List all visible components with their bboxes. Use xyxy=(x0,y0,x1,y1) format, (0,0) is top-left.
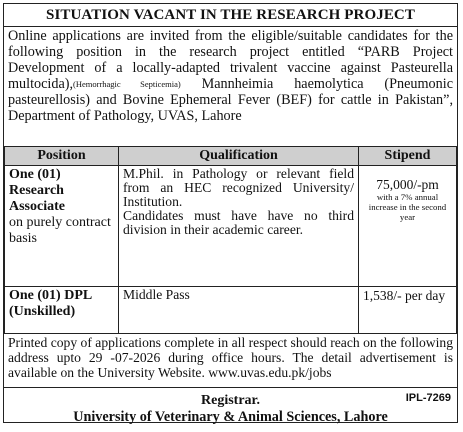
signature-block xyxy=(4,388,457,432)
qualification-text: Middle Pass xyxy=(123,287,190,302)
header-position: Position xyxy=(5,147,119,166)
position-note: on purely contract basis xyxy=(9,215,111,246)
intro-text-2: Mannheimia haemolytica (Pneumonic pasteurellosis) and Bovine Ephemeral Fever (BEF) for cattle in Pakistan”, Department of Pathology, UVAS, Lahore xyxy=(8,76,453,124)
footer-paragraph: Printed copy of applications complete in all respect should reach on the following address upto 29 -07-2026 during office hours. The detail advertisement is available on the University Website. www.uvas.edu.pk/jobs xyxy=(4,334,457,388)
stipend-cell: 1,538/- per day xyxy=(359,287,457,334)
stipend-amount: 75,000/-pm xyxy=(376,177,439,192)
ad-title: SITUATION VACANT IN THE RESEARCH PROJECT xyxy=(4,4,457,27)
intro-text-1: Online applications are invited from the eligible/suitable candidates for the following position in the research project entitled “PARB Project Development of a locally-adapted trivalent vaccine against Pasteurella multocida), xyxy=(8,28,453,92)
position-title: One (01) DPL (Unskilled) xyxy=(9,288,92,319)
qualification-text: M.Phil. in Pathology or relevant field from an HEC recognized University/ Institution. xyxy=(123,166,354,209)
table-row xyxy=(5,287,457,334)
position-cell xyxy=(5,287,119,334)
university-name: University of Veterinary & Animal Sciences, Lahore xyxy=(73,409,388,425)
registrar-label: Registrar. xyxy=(201,393,260,408)
ipl-code: IPL-7269 xyxy=(405,392,451,404)
qualification-cell xyxy=(119,166,359,287)
position-title: One (01) Research Associate xyxy=(9,167,65,214)
table-header-row xyxy=(5,147,457,166)
table-row xyxy=(5,166,457,287)
positions-table xyxy=(4,146,457,334)
intro-small-text: (Hemorrhagic Septicemia) xyxy=(73,79,181,89)
qualification-note: Candidates must have have no third division in their academic career. xyxy=(123,208,354,237)
header-qualification: Qualification xyxy=(119,147,359,166)
position-cell xyxy=(5,166,119,287)
qualification-cell xyxy=(119,287,359,334)
header-stipend: Stipend xyxy=(359,147,457,166)
advertisement xyxy=(3,3,458,423)
stipend-cell xyxy=(359,166,457,287)
stipend-note: with a 7% annual increase in the second year xyxy=(368,192,447,222)
intro-paragraph xyxy=(4,27,457,146)
